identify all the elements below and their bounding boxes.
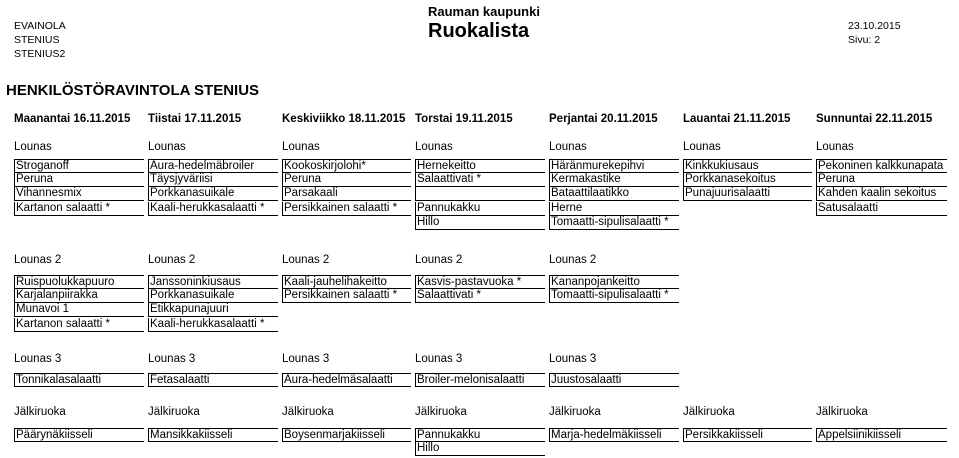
lounas2-label: Lounas 2 (148, 254, 196, 266)
lounas-item: Kahden kaalin sekoitus (816, 187, 947, 201)
lounas-item: Porkkanasuikale (148, 187, 278, 201)
jalkiruoka-label: Jälkiruoka (282, 406, 334, 418)
lounas2-item: Tomaatti-sipulisalaatti * (549, 289, 679, 303)
lounas2-item: Kartanon salaatti * (14, 318, 144, 332)
lounas-item: Herne (549, 202, 679, 216)
lounas3-label: Lounas 3 (282, 353, 330, 365)
lounas-item: Kaali-herukkasalaatti * (148, 202, 278, 216)
jalkiruoka-label: Jälkiruoka (549, 406, 601, 418)
lounas2-label: Lounas 2 (549, 254, 597, 266)
lounas2-item: Munavoi 1 (14, 303, 144, 317)
lounas3-item: Aura-hedelmäsalaatti (282, 373, 411, 387)
lounas-item: Kookoskirjolohi* (282, 159, 411, 173)
lounas3-label: Lounas 3 (549, 353, 597, 365)
lounas-label: Lounas (282, 141, 320, 153)
lounas-label: Lounas (415, 141, 453, 153)
jalkiruoka-item: Päärynäkiisseli (14, 428, 144, 442)
jalkiruoka-label: Jälkiruoka (816, 406, 868, 418)
lounas-item: Peruna (14, 173, 144, 187)
day-header: Keskiviikko 18.11.2015 (282, 113, 406, 125)
lounas-item: Kermakastike (549, 173, 679, 187)
jalkiruoka-label: Jälkiruoka (415, 406, 467, 418)
jalkiruoka-item: Boysenmarjakiisseli (282, 428, 411, 442)
lounas-label: Lounas (683, 141, 721, 153)
lounas2-item: Salaattivati * (415, 289, 545, 303)
lounas-item: Satusalaatti (816, 202, 947, 216)
jalkiruoka-label: Jälkiruoka (14, 406, 66, 418)
lounas-label: Lounas (816, 141, 854, 153)
lounas-item: Persikkainen salaatti * (282, 202, 411, 216)
header-left-line-1: EVAINOLA (14, 20, 66, 32)
lounas-item: Vihannesmix (14, 187, 144, 201)
lounas-item: Kartanon salaatti * (14, 202, 144, 216)
lounas-item: Tomaatti-sipulisalaatti * (549, 216, 679, 230)
lounas-item: Täysjyväriisi (148, 173, 278, 187)
lounas-item: Stroganoff (14, 159, 144, 173)
lounas2-label: Lounas 2 (282, 254, 330, 266)
lounas3-label: Lounas 3 (148, 353, 196, 365)
day-header: Lauantai 21.11.2015 (683, 113, 791, 125)
jalkiruoka-item: Persikkakiisseli (683, 428, 812, 442)
jalkiruoka-item: Hillo (415, 442, 545, 456)
lounas-item: Hernekeitto (415, 159, 545, 173)
lounas-item: Kinkkukiusaus (683, 159, 812, 173)
day-header: Perjantai 20.11.2015 (549, 113, 658, 125)
lounas2-item: Janssoninkiusaus (148, 275, 278, 289)
lounas-item: Peruna (816, 173, 947, 187)
lounas-item: Pannukakku (415, 202, 545, 216)
day-header: Maanantai 16.11.2015 (14, 113, 131, 125)
lounas3-item: Fetasalaatti (148, 373, 278, 387)
page-number: Sivu: 2 (848, 34, 881, 46)
jalkiruoka-item: Appelsiinikiisseli (816, 428, 947, 442)
lounas-item: Pekoninen kalkkunapata (816, 159, 947, 173)
restaurant-name: HENKILÖSTÖRAVINTOLA STENIUS (6, 82, 260, 99)
day-header: Torstai 19.11.2015 (415, 113, 513, 125)
lounas2-label: Lounas 2 (415, 254, 463, 266)
jalkiruoka-label: Jälkiruoka (683, 406, 735, 418)
lounas2-label: Lounas 2 (14, 254, 62, 266)
lounas-item: Porkkanasekoitus (683, 173, 812, 187)
page-title: Ruokalista (428, 20, 530, 42)
lounas-label: Lounas (549, 141, 587, 153)
lounas2-item: Kaali-jauhelihakeitto (282, 275, 411, 289)
day-header: Tiistai 17.11.2015 (148, 113, 242, 125)
lounas2-item: Kananpojankeitto (549, 275, 679, 289)
header-left-line-3: STENIUS2 (14, 48, 66, 60)
print-date: 23.10.2015 (848, 20, 901, 32)
lounas3-item: Juustosalaatti (549, 373, 679, 387)
jalkiruoka-label: Jälkiruoka (148, 406, 200, 418)
lounas-label: Lounas (14, 141, 52, 153)
lounas-item: Punajuurisalaatti (683, 187, 812, 201)
lounas-item (415, 187, 545, 201)
lounas3-label: Lounas 3 (14, 353, 62, 365)
lounas3-item: Broiler-melonisalaatti (415, 373, 545, 387)
lounas2-item: Karjalanpiirakka (14, 289, 144, 303)
organization-name: Rauman kaupunki (428, 4, 540, 19)
header-left-line-2: STENIUS (14, 34, 60, 46)
lounas3-label: Lounas 3 (415, 353, 463, 365)
lounas2-item: Kaali-herukkasalaatti * (148, 318, 278, 332)
lounas-item: Häränmurekepihvi (549, 159, 679, 173)
lounas3-item: Tonnikalasalaatti (14, 373, 144, 387)
lounas2-item: Kasvis-pastavuoka * (415, 275, 545, 289)
day-header: Sunnuntai 22.11.2015 (816, 113, 933, 125)
lounas2-item: Etikkapunajuuri (148, 303, 278, 317)
lounas-item: Peruna (282, 173, 411, 187)
jalkiruoka-item: Marja-hedelmäkiisseli (549, 428, 679, 442)
lounas-item: Hillo (415, 216, 545, 230)
jalkiruoka-item: Mansikkakiisseli (148, 428, 278, 442)
lounas-label: Lounas (148, 141, 186, 153)
jalkiruoka-item: Pannukakku (415, 428, 545, 442)
lounas-item: Bataattilaatikko (549, 187, 679, 201)
lounas2-item: Ruispuolukkapuuro (14, 275, 144, 289)
lounas2-item: Persikkainen salaatti * (282, 289, 411, 303)
lounas-item: Aura-hedelmäbroiler (148, 159, 278, 173)
lounas2-item: Porkkanasuikale (148, 289, 278, 303)
lounas-item: Parsakaali (282, 187, 411, 201)
lounas-item: Salaattivati * (415, 173, 545, 187)
